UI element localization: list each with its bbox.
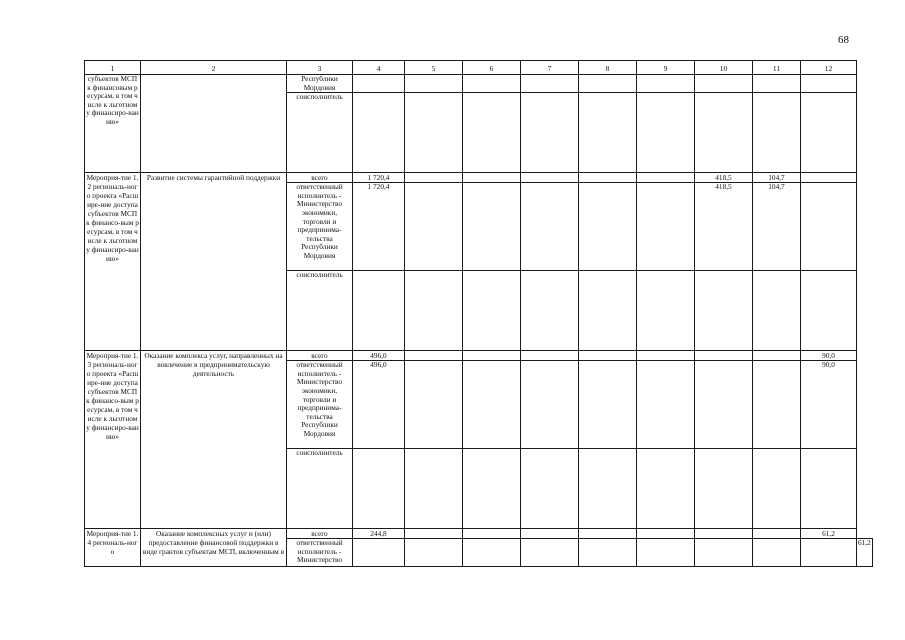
table-row <box>85 529 873 539</box>
value-col11: 104,7 <box>753 183 801 271</box>
executor-cell: ответственный исполнитель - Министерство экономики, торговли и предпринима-тельства Республики Мордовия <box>287 183 353 271</box>
value-col4: 496,0 <box>353 361 405 449</box>
value-col12: 90,0 <box>801 361 857 449</box>
event-cell: Мероприя-тие 1.2 региональ-ного проекта «Расшире-ние доступа субъектов МСП к финансо-вым ресурсам, в том числе к льготному финансиро-ванию» <box>85 173 141 351</box>
executor-cell: Республики Мордовия <box>287 75 353 93</box>
value-col12: 61,2 <box>801 529 857 539</box>
value-col10: 418,5 <box>695 173 753 183</box>
name-cell: Оказание комплекса услуг, направленных на вовлечение в предпринимательскую деятельность <box>141 351 287 529</box>
value-col11: 104,7 <box>753 173 801 183</box>
col-num-5: 5 <box>405 61 463 75</box>
name-cell: Развитие системы гарантийной поддержки <box>141 173 287 351</box>
col-num-8: 8 <box>579 61 637 75</box>
col-num-6: 6 <box>463 61 521 75</box>
table-row <box>85 173 873 183</box>
coexecutor-cell: соисполнитель <box>287 93 353 173</box>
value-col4: 1 720,4 <box>353 173 405 183</box>
name-cell: Оказание комплексных услуг и (или) предоставление финансовой поддержки в виде грантов субъектам МСП, включенным в <box>141 529 287 567</box>
value-col4: 496,0 <box>353 351 405 361</box>
col-num-10: 10 <box>695 61 753 75</box>
name-cell <box>141 75 287 173</box>
table-row <box>85 75 873 93</box>
coexecutor-cell: соисполнитель <box>287 449 353 529</box>
col-num-1: 1 <box>85 61 141 75</box>
value-col12: 90,0 <box>801 351 857 361</box>
value-col12: 61,2 <box>857 539 873 567</box>
col-num-11: 11 <box>753 61 801 75</box>
budget-table <box>84 60 873 567</box>
executor-cell: ответственный исполнитель - Министерство экономики, торговли и предпринима-тельства Республики Мордовия <box>287 361 353 449</box>
executor-cell: ответственный исполнитель - Министерство <box>287 539 353 567</box>
page-number: 68 <box>838 34 849 46</box>
event-cell: Мероприя-тие 1.4 региональ-ного <box>85 529 141 567</box>
event-cell: субъектов МСП к финансовым ресурсам, в том числе к льготному финансиро-ванию» <box>85 75 141 173</box>
col-num-4: 4 <box>353 61 405 75</box>
col-num-2: 2 <box>141 61 287 75</box>
col-num-3: 3 <box>287 61 353 75</box>
col-num-9: 9 <box>637 61 695 75</box>
total-label: всего <box>287 529 353 539</box>
value-col4: 1 720,4 <box>353 183 405 271</box>
value-col10: 418,5 <box>695 183 753 271</box>
column-number-row <box>85 61 873 75</box>
total-label: всего <box>287 173 353 183</box>
total-label: всего <box>287 351 353 361</box>
table-row <box>85 351 873 361</box>
col-num-12: 12 <box>801 61 857 75</box>
event-cell: Мероприя-тие 1.3 региональ-ного проекта «Расшире-ние доступа субъектов МСП к финансо-вым ресурсам, в том числе к льготному финансиро-ванию» <box>85 351 141 529</box>
value-col4: 244,8 <box>353 529 405 539</box>
coexecutor-cell: соисполнитель <box>287 271 353 351</box>
col-num-7: 7 <box>521 61 579 75</box>
